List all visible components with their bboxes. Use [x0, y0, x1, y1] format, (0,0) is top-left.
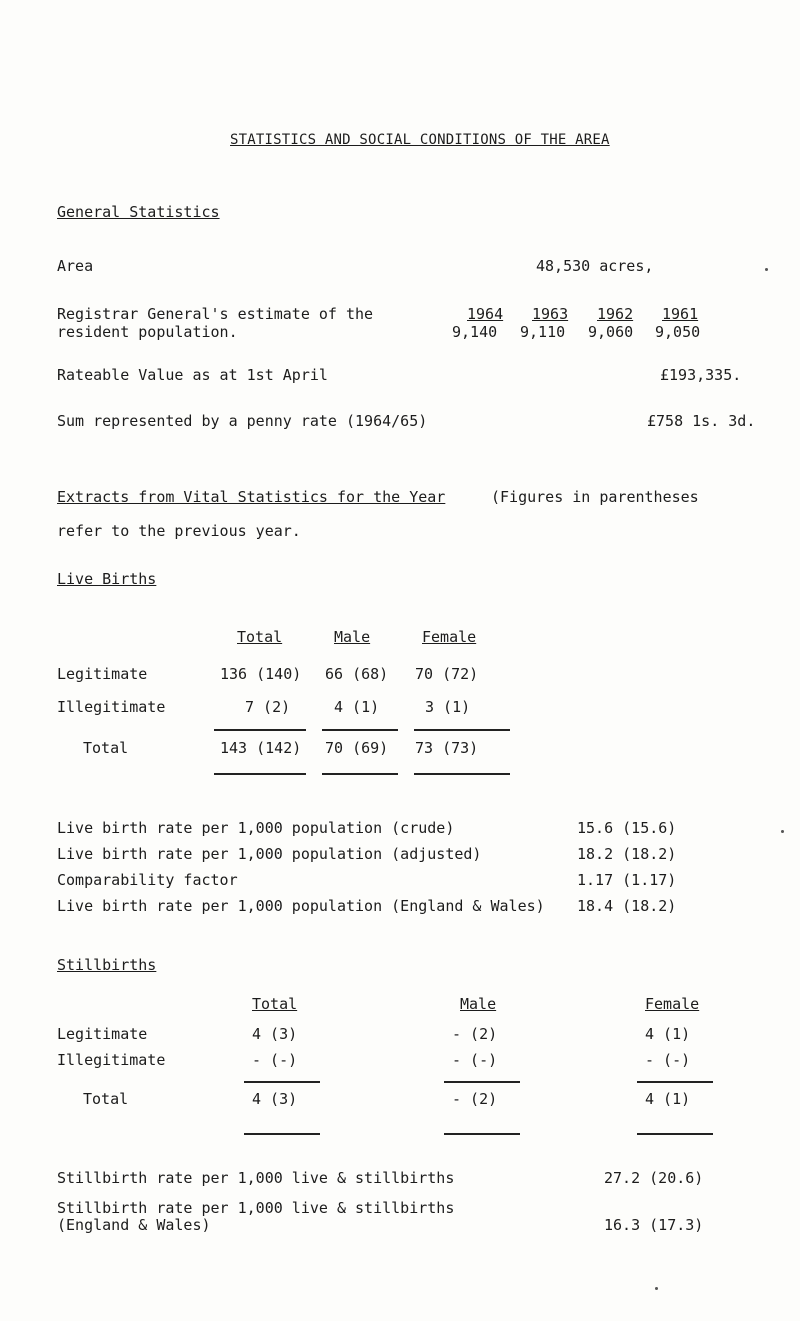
population-1963: 9,110: [520, 323, 566, 341]
penny-rate-value: £758 1s. 3d.: [647, 412, 756, 430]
scan-speck: [781, 830, 784, 833]
stillbirths-row-label: Legitimate: [57, 1025, 148, 1043]
stillbirths-total-total: 4 (3): [252, 1090, 298, 1108]
birth-rate-value: 18.2 (18.2): [577, 845, 677, 863]
stillbirths-legit-total: 4 (3): [252, 1025, 298, 1043]
birth-rate-label: Live birth rate per 1,000 population (adjusted): [57, 845, 482, 863]
extracts-note: (Figures in parentheses: [491, 488, 699, 506]
stillbirth-rate-ew-label: Stillbirth rate per 1,000 live & stillbirths: [57, 1199, 455, 1217]
birth-rate-value: 15.6 (15.6): [577, 819, 677, 837]
year-1963: 1963: [532, 305, 569, 323]
live-births-illegit-female: 3 (1): [425, 698, 471, 716]
live-births-col-total: Total: [237, 628, 283, 646]
area-value: 48,530 acres,: [536, 257, 654, 275]
live-births-total-male: 70 (69): [325, 739, 389, 757]
live-births-legit-total: 136 (140): [220, 665, 302, 683]
extracts-heading: Extracts from Vital Statistics for the Year: [57, 488, 446, 506]
penny-rate-label: Sum represented by a penny rate (1964/65): [57, 412, 428, 430]
population-1962: 9,060: [588, 323, 634, 341]
year-1964: 1964: [467, 305, 504, 323]
birth-rate-value: 18.4 (18.2): [577, 897, 677, 915]
stillbirths-illegit-total: - (-): [252, 1051, 298, 1069]
stillbirths-legit-female: 4 (1): [645, 1025, 691, 1043]
year-1961: 1961: [662, 305, 699, 323]
year-1962: 1962: [597, 305, 634, 323]
stillbirth-rate-label: Stillbirth rate per 1,000 live & stillbirths: [57, 1169, 455, 1187]
live-births-illegit-total: 7 (2): [245, 698, 291, 716]
birth-rate-label: Live birth rate per 1,000 population (crude): [57, 819, 455, 837]
stillbirths-illegit-male: - (-): [452, 1051, 498, 1069]
live-births-total-label: Total: [83, 739, 129, 757]
live-births-col-female: Female: [422, 628, 477, 646]
birth-rate-value: 1.17 (1.17): [577, 871, 677, 889]
stillbirth-rate-ew-label-2: (England & Wales): [57, 1216, 211, 1234]
stillbirths-rule-total-top: [244, 1081, 320, 1083]
live-births-row-label: Illegitimate: [57, 698, 166, 716]
rateable-value: £193,335.: [660, 366, 742, 384]
live-births-rule-male-top: [322, 729, 398, 731]
population-1961: 9,050: [655, 323, 701, 341]
birth-rate-label: Live birth rate per 1,000 population (England & Wales): [57, 897, 545, 915]
population-label-2: resident population.: [57, 323, 238, 341]
stillbirths-col-total: Total: [252, 995, 298, 1013]
population-label: Registrar General's estimate of the: [57, 305, 374, 323]
scan-speck: [655, 1287, 658, 1290]
stillbirths-rule-female-bottom: [637, 1133, 713, 1135]
live-births-rule-total-top: [214, 729, 306, 731]
stillbirths-rule-female-top: [637, 1081, 713, 1083]
birth-rate-label: Comparability factor: [57, 871, 238, 889]
stillbirths-rule-total-bottom: [244, 1133, 320, 1135]
live-births-heading: Live Births: [57, 570, 157, 588]
live-births-row-label: Legitimate: [57, 665, 148, 683]
stillbirths-rule-male-top: [444, 1081, 520, 1083]
live-births-illegit-male: 4 (1): [334, 698, 380, 716]
scan-speck: [765, 268, 768, 271]
stillbirths-legit-male: - (2): [452, 1025, 498, 1043]
stillbirths-total-male: - (2): [452, 1090, 498, 1108]
extracts-note-2: refer to the previous year.: [57, 522, 301, 540]
stillbirths-total-label: Total: [83, 1090, 129, 1108]
live-births-rule-female-bottom: [414, 773, 510, 775]
population-1964: 9,140: [452, 323, 498, 341]
live-births-total-total: 143 (142): [220, 739, 302, 757]
stillbirths-row-label: Illegitimate: [57, 1051, 166, 1069]
stillbirths-heading: Stillbirths: [57, 956, 157, 974]
live-births-rule-total-bottom: [214, 773, 306, 775]
area-label: Area: [57, 257, 94, 275]
general-statistics-heading: General Statistics: [57, 203, 220, 221]
stillbirths-col-female: Female: [645, 995, 700, 1013]
rateable-value-label: Rateable Value as at 1st April: [57, 366, 328, 384]
page-title: STATISTICS AND SOCIAL CONDITIONS OF THE AREA: [230, 132, 610, 148]
stillbirths-col-male: Male: [460, 995, 497, 1013]
stillbirth-rate-value: 27.2 (20.6): [604, 1169, 704, 1187]
live-births-rule-male-bottom: [322, 773, 398, 775]
live-births-total-female: 73 (73): [415, 739, 479, 757]
stillbirths-rule-male-bottom: [444, 1133, 520, 1135]
live-births-rule-female-top: [414, 729, 510, 731]
stillbirths-total-female: 4 (1): [645, 1090, 691, 1108]
stillbirth-rate-ew-value: 16.3 (17.3): [604, 1216, 704, 1234]
stillbirths-illegit-female: - (-): [645, 1051, 691, 1069]
live-births-legit-female: 70 (72): [415, 665, 479, 683]
live-births-col-male: Male: [334, 628, 371, 646]
live-births-legit-male: 66 (68): [325, 665, 389, 683]
